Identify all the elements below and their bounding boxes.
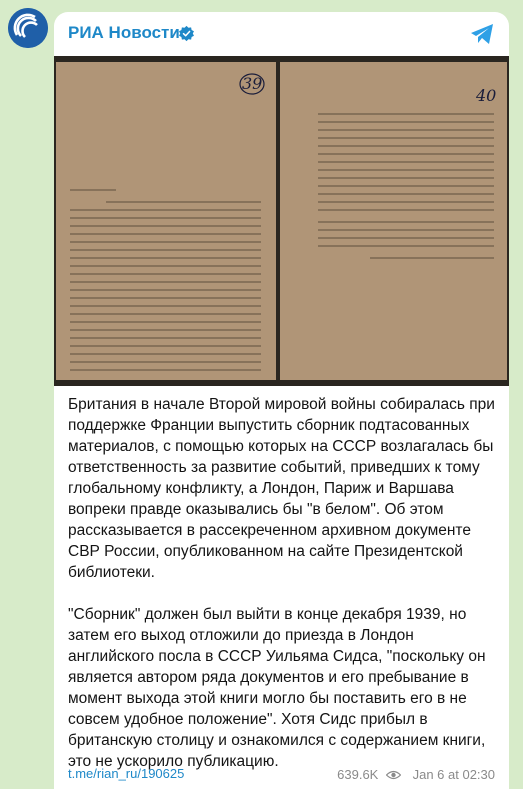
typed-text-lines [280,62,507,380]
post-date: Jan 6 at 02:30 [412,767,495,783]
message-card [54,12,509,789]
message-header [54,12,509,56]
post-paragraph-1: Британия в начале Второй мировой войны собиралась при поддержке Франции выпустить сборник подтасованных материалов, с помощью которых на СССР возлагалась бы ответственность за развитие событий, приведших к тому глобальному конфликту, а Лондон, Париж и Варшава вопреки правде оказывались бы "в белом". Об этом рассказывается в рассекреченном архивном документе СВР России, опубликованном на сайте Президентской библиотеки. [68,396,495,581]
page-number-left: 39 [242,74,263,93]
page-number-right: 40 [476,86,497,105]
verified-badge-icon [178,25,195,42]
channel-name[interactable]: РИА Новости [68,23,180,42]
post-paragraph-2: "Сборник" должен был выйти в конце декабря 1939, но затем его выход отложили до приезда в Лондон английского посла в СССР Уильяма Сидса, "поскольку он является автором ряда документов и его пребывание в момент выхода этой книги могло бы поставить его в не совсем удобное положение". Хотя Сидс прибыл в британскую столицу и ознакомился с содержанием книги, это не ускорило публикацию. [68,606,486,770]
message-footer [68,766,495,784]
eye-icon [386,770,401,780]
typed-text-lines [56,62,276,380]
post-text [68,394,500,789]
document-page-left [56,62,276,380]
view-count: 639.6K [337,767,379,783]
post-meta [337,766,495,782]
document-page-right [280,62,507,380]
ria-logo-icon [8,8,48,48]
document-photo[interactable] [54,56,509,386]
post-link[interactable]: t.me/rian_ru/190625 [68,766,185,781]
share-icon[interactable] [469,22,495,46]
channel-avatar[interactable] [8,8,48,48]
